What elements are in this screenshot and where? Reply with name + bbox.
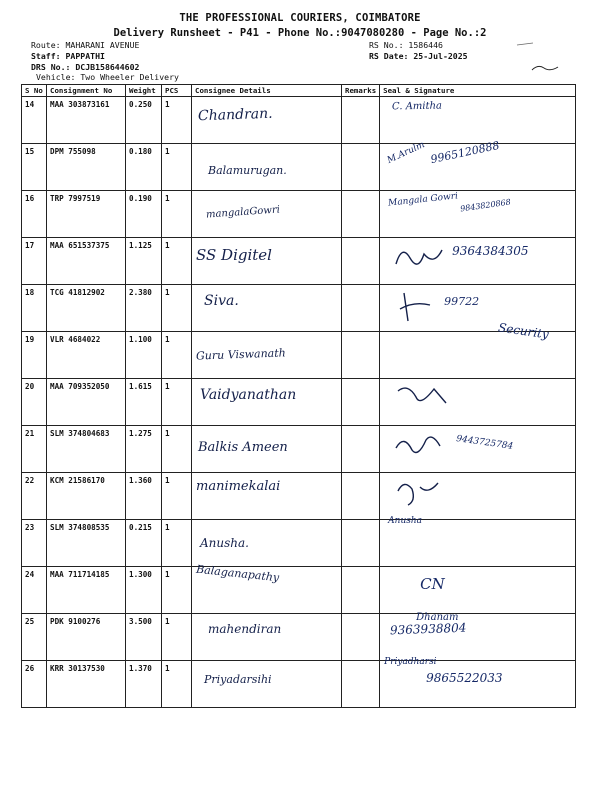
route-text: Route: MAHARANI AVENUE: [31, 40, 140, 50]
pcs-cell: 1: [162, 191, 192, 238]
table-row: [22, 567, 576, 614]
consignee-handwriting: Balamurugan.: [208, 164, 287, 177]
remarks-cell: [342, 614, 380, 661]
signature-phone-number: 9363938804: [389, 620, 467, 638]
pcs-cell: 1: [162, 379, 192, 426]
consignee-handwriting: Balkis Ameen: [198, 440, 288, 455]
consignee-handwriting: SS Digitel: [196, 246, 272, 264]
consignee-details-cell: [192, 238, 342, 285]
seal-signature-cell: [380, 238, 576, 285]
consignee-handwriting: manimekalai: [196, 479, 281, 494]
table-row: [22, 285, 576, 332]
consignee-handwriting: Balaganapathy: [195, 562, 280, 585]
serial-number-cell: 16: [22, 191, 47, 238]
signature-scribble: [390, 287, 460, 323]
table-row: [22, 144, 576, 191]
seal-signature-cell: [380, 320, 576, 379]
consignment-number-cell: VLR 4684022: [47, 332, 126, 379]
serial-number-cell: 18: [22, 285, 47, 332]
pen-mark: [530, 62, 560, 74]
weight-cell: 1.125: [126, 238, 162, 285]
signature-phone-number: 9843820868: [459, 197, 512, 214]
seal-signature-cell: [380, 97, 576, 144]
consignment-number-cell: MAA 303873161: [47, 97, 126, 144]
signature-scribble: [390, 381, 460, 417]
weight-cell: 0.250: [126, 97, 162, 144]
consignee-handwriting: mangalaGowri: [205, 204, 281, 221]
remarks-cell: [342, 191, 380, 238]
remarks-cell: [342, 97, 380, 144]
consignment-number-cell: SLM 374804683: [47, 426, 126, 473]
signature-phone-number: 99722: [444, 295, 480, 308]
weight-cell: 3.500: [126, 614, 162, 661]
consignee-details-cell: [192, 520, 342, 567]
pcs-cell: 1: [162, 238, 192, 285]
serial-number-cell: 19: [22, 332, 47, 379]
pcs-cell: 1: [162, 144, 192, 191]
seal-signature-cell: [380, 379, 576, 426]
consignment-number-cell: PDK 9100276: [47, 614, 126, 661]
consignee-handwriting: Siva.: [204, 293, 239, 309]
consignment-number-cell: DPM 755098: [47, 144, 126, 191]
table-row: [22, 426, 576, 473]
signature-scribble: [390, 475, 460, 511]
consignee-handwriting: Chandran.: [197, 105, 273, 125]
remarks-cell: [342, 238, 380, 285]
signature-handwriting: Mangala Gowri: [387, 191, 459, 209]
weight-cell: 2.380: [126, 285, 162, 332]
weight-cell: 1.360: [126, 473, 162, 520]
consignee-details-cell: [192, 332, 342, 379]
remarks-cell: [342, 567, 380, 614]
consignment-number-cell: MAA 711714185: [47, 567, 126, 614]
weight-cell: 1.275: [126, 426, 162, 473]
consignee-handwriting: Priyadarsihi: [204, 673, 272, 686]
signature-handwriting: Priyadharsi: [384, 657, 437, 667]
consignee-details-cell: [192, 285, 342, 332]
serial-number-cell: 14: [22, 97, 47, 144]
consignment-number-cell: SLM 374808535: [47, 520, 126, 567]
signature-handwriting: M.Arulm: [385, 139, 427, 167]
seal-signature-cell: [380, 138, 576, 191]
serial-number-cell: 24: [22, 567, 47, 614]
consignment-number-cell: KRR 30137530: [47, 661, 126, 708]
staff-text: Staff: PAPPATHI: [31, 51, 105, 61]
table-row: [22, 97, 576, 144]
serial-number-cell: 25: [22, 614, 47, 661]
seal-signature-cell: [380, 516, 576, 567]
consignee-details-cell: [192, 473, 342, 520]
signature-scribble: [390, 428, 460, 464]
runsheet-info-right: [369, 40, 468, 62]
consignment-number-cell: TCG 41812902: [47, 285, 126, 332]
consignee-details-cell: [192, 661, 342, 708]
pcs-cell: 1: [162, 332, 192, 379]
rs-date-text: RS Date: 25-Jul-2025: [369, 51, 468, 61]
pcs-cell: 1: [162, 661, 192, 708]
signature-handwriting: Anusha: [388, 516, 423, 526]
serial-number-cell: 15: [22, 144, 47, 191]
consignee-handwriting: Anusha.: [200, 536, 249, 550]
weight-cell: 0.190: [126, 191, 162, 238]
weight-cell: 1.370: [126, 661, 162, 708]
remarks-cell: [342, 520, 380, 567]
pcs-cell: 1: [162, 285, 192, 332]
pcs-cell: 1: [162, 614, 192, 661]
consignee-details-cell: [192, 191, 342, 238]
weight-cell: 1.300: [126, 567, 162, 614]
weight-cell: 1.615: [126, 379, 162, 426]
seal-signature-cell: [380, 473, 576, 520]
column-header: S No: [22, 85, 47, 97]
column-header: Consignment No: [47, 85, 126, 97]
consignment-number-cell: MAA 651537375: [47, 238, 126, 285]
column-header: PCS: [162, 85, 192, 97]
header-title: THE PROFESSIONAL COURIERS, COIMBATORE: [179, 12, 421, 24]
table-row: [22, 520, 576, 567]
weight-cell: 1.100: [126, 332, 162, 379]
consignee-details-cell: [192, 614, 342, 661]
table-row: [22, 191, 576, 238]
consignee-details-cell: [192, 562, 342, 614]
signature-phone-number: 9443725784: [455, 434, 514, 452]
vehicle-text: Vehicle: Two Wheeler Delivery: [36, 72, 179, 82]
signature-phone-number: 9364384305: [452, 244, 529, 258]
rs-no-text: RS No.: 1586446: [369, 40, 443, 50]
pcs-cell: 1: [162, 520, 192, 567]
pen-mark: [515, 40, 535, 48]
table-row: [22, 379, 576, 426]
seal-signature-cell: [380, 285, 576, 332]
signature-handwriting: CN: [420, 575, 445, 593]
runsheet-info-left: [31, 40, 139, 73]
pcs-cell: 1: [162, 97, 192, 144]
pcs-cell: 1: [162, 426, 192, 473]
signature-handwriting: Dhanam: [416, 612, 459, 623]
remarks-cell: [342, 473, 380, 520]
remarks-cell: [342, 379, 380, 426]
serial-number-cell: 21: [22, 426, 47, 473]
signature-handwriting: Security: [497, 320, 550, 342]
consignee-handwriting: Guru Viswanath: [195, 346, 286, 363]
seal-signature-cell: [380, 567, 576, 614]
remarks-cell: [342, 332, 380, 379]
remarks-cell: [342, 285, 380, 332]
pcs-cell: 1: [162, 473, 192, 520]
runsheet-table: [21, 84, 576, 708]
serial-number-cell: 26: [22, 661, 47, 708]
seal-signature-cell: [380, 614, 576, 661]
consignee-details-cell: [192, 379, 342, 426]
seal-signature-cell: [380, 191, 576, 238]
weight-cell: 0.180: [126, 144, 162, 191]
consignee-details-cell: [192, 97, 342, 144]
seal-signature-cell: [380, 426, 576, 473]
header-subtitle: Delivery Runsheet - P41 - Phone No.:9047080280 - Page No.:2: [113, 27, 487, 39]
weight-cell: 0.215: [126, 520, 162, 567]
signature-phone-number: 9965120888: [429, 138, 501, 167]
column-header: Weight: [126, 85, 162, 97]
signature-scribble: [390, 240, 460, 276]
remarks-cell: [342, 661, 380, 708]
consignment-number-cell: MAA 709352050: [47, 379, 126, 426]
consignee-details-cell: [192, 426, 342, 473]
table-row: [22, 473, 576, 520]
consignment-number-cell: TRP 7997519: [47, 191, 126, 238]
signature-handwriting: C. Amitha: [392, 100, 443, 113]
serial-number-cell: 23: [22, 520, 47, 567]
table-row: [22, 661, 576, 708]
column-header: Remarks: [342, 85, 380, 97]
table-header-row: [22, 85, 576, 97]
column-header: Seal & Signature: [380, 85, 576, 97]
remarks-cell: [342, 144, 380, 191]
drs-text: DRS No.: DCJB158644602: [31, 62, 140, 72]
consignee-details-cell: [192, 144, 342, 191]
signature-phone-number: 9865522033: [426, 671, 503, 685]
table-row: [22, 238, 576, 285]
table-row: [22, 614, 576, 661]
remarks-cell: [342, 426, 380, 473]
consignee-handwriting: Vaidyanathan: [200, 387, 297, 403]
serial-number-cell: 20: [22, 379, 47, 426]
seal-signature-cell: [380, 657, 576, 708]
consignment-number-cell: KCM 21586170: [47, 473, 126, 520]
pcs-cell: 1: [162, 567, 192, 614]
column-header: Consignee Details: [192, 85, 342, 97]
serial-number-cell: 17: [22, 238, 47, 285]
table-row: [22, 332, 576, 379]
serial-number-cell: 22: [22, 473, 47, 520]
consignee-handwriting: mahendiran: [208, 622, 282, 636]
